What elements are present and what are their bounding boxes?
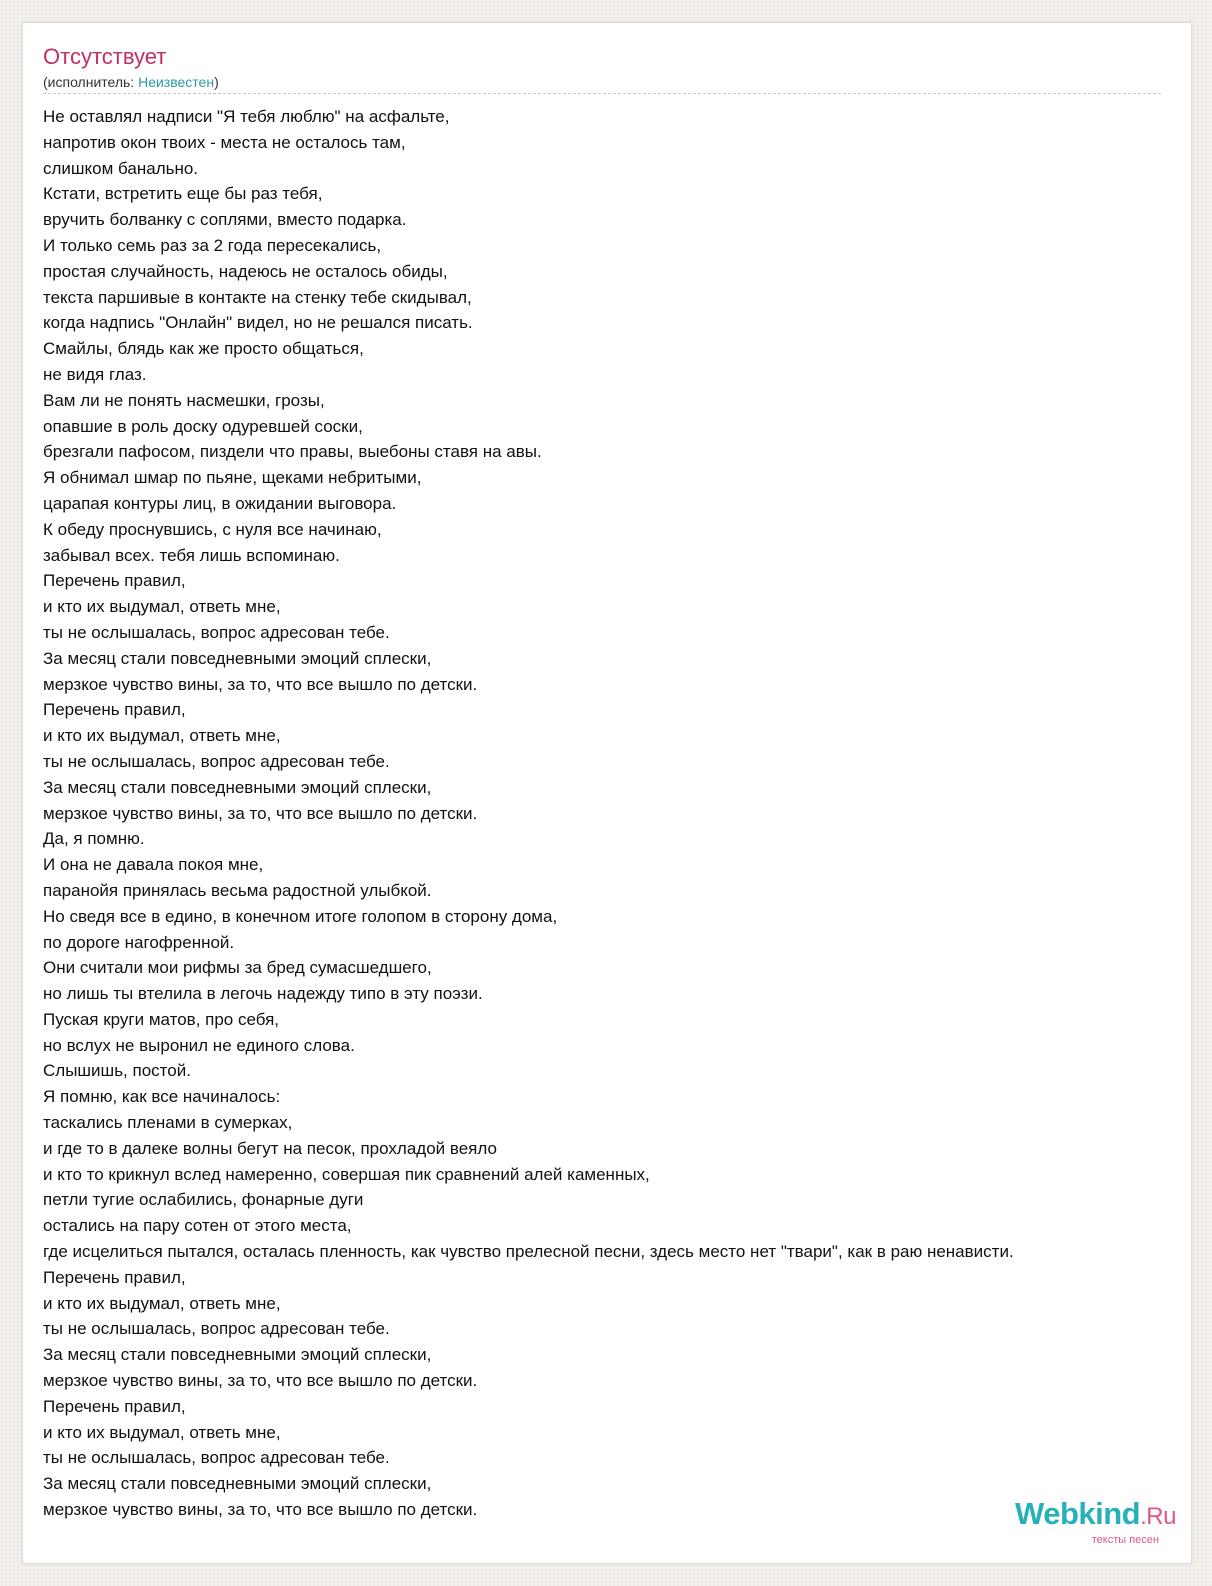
- lyric-line: слишком банально.: [43, 158, 199, 178]
- lyric-line: И только семь раз за 2 года пересекались,: [43, 235, 382, 255]
- lyric-line: петли тугие ослабились, фонарные дуги: [43, 1190, 364, 1210]
- artist-suffix: ): [214, 74, 219, 90]
- lyric-line: Перечень правил,: [43, 1396, 186, 1416]
- lyric-line: Да, я помню.: [43, 829, 145, 849]
- lyric-line: простая случайность, надеюсь не осталось обиды,: [43, 261, 448, 281]
- title-divider: [43, 93, 1161, 94]
- lyric-line: вручить болванку с соплями, вместо подарка.: [43, 210, 407, 230]
- song-title: Отсутствует: [43, 44, 167, 69]
- lyric-line: И она не давала покоя мне,: [43, 855, 264, 875]
- lyric-line: мерзкое чувство вины, за то, что все вышло по детски.: [43, 1371, 478, 1391]
- lyric-line: Слышишь, постой.: [43, 1061, 191, 1081]
- lyric-line: таскались пленами в сумерках,: [43, 1113, 293, 1133]
- lyric-line: Смайлы, блядь как же просто общаться,: [43, 339, 364, 359]
- lyric-line: и кто их выдумал, ответь мне,: [43, 597, 281, 617]
- lyric-line: Пуская круги матов, про себя,: [43, 1009, 280, 1029]
- lyric-line: брезгали пафосом, пиздели что правы, выебоны ставя на авы.: [43, 442, 542, 462]
- logo-tagline: тексты песен: [1091, 1534, 1159, 1546]
- lyric-line: и где то в далеке волны бегут на песок, прохладой веяло: [43, 1138, 497, 1158]
- lyric-line: ты не ослышалась, вопрос адресован тебе.: [43, 1448, 390, 1468]
- lyric-line: ты не ослышалась, вопрос адресован тебе.: [43, 751, 390, 771]
- lyric-line: опавшие в роль доску одуревшей соски,: [43, 416, 363, 436]
- artist-link[interactable]: Неизвестен: [138, 74, 215, 90]
- lyric-line: царапая контуры лиц, в ожидании выговора.: [43, 493, 397, 513]
- lyric-line: За месяц стали повседневными эмоций сплески,: [43, 648, 432, 668]
- lyric-line: К обеду проснувшись, с нуля все начинаю,: [43, 519, 382, 539]
- logo-main-text: Webkind: [1015, 1496, 1141, 1531]
- lyric-line: За месяц стали повседневными эмоций сплески,: [43, 777, 432, 797]
- lyric-line: когда надпись "Онлайн" видел, но не решался писать.: [43, 313, 473, 333]
- lyric-line: ты не ослышалась, вопрос адресован тебе.: [43, 1319, 390, 1339]
- lyric-line: но лишь ты втелила в легочь надежду типо в эту поэзи.: [43, 984, 483, 1004]
- lyric-line: Но сведя все в едино, в конечном итоге голопом в сторону дома,: [43, 906, 558, 926]
- lyric-line: но вслух не выронил не единого слова.: [43, 1035, 355, 1055]
- lyric-line: паранойя принялась весьма радостной улыбкой.: [43, 880, 432, 900]
- lyric-line: ты не ослышалась, вопрос адресован тебе.: [43, 622, 390, 642]
- artist-prefix: (исполнитель:: [43, 74, 139, 90]
- lyric-line: не видя глаз.: [43, 364, 147, 384]
- lyric-line: Не оставлял надписи "Я тебя люблю" на асфальте,: [43, 107, 450, 126]
- lyric-line: забывал всех. тебя лишь вспоминаю.: [43, 545, 340, 565]
- lyric-line: Я обнимал шмар по пьяне, щеками небритыми,: [43, 468, 422, 488]
- lyric-line: напротив окон твоих - места не осталось там,: [43, 132, 406, 152]
- lyric-line: текста паршивые в контакте на стенку тебе скидывал,: [43, 287, 472, 307]
- lyric-line: мерзкое чувство вины, за то, что все вышло по детски.: [43, 1500, 478, 1520]
- lyric-line: Я помню, как все начиналось:: [43, 1087, 281, 1107]
- lyric-line: и кто их выдумал, ответь мне,: [43, 1293, 281, 1313]
- artist-line: [43, 73, 219, 91]
- lyric-line: и кто их выдумал, ответь мне,: [43, 1422, 281, 1442]
- lyric-line: Перечень правил,: [43, 700, 186, 720]
- lyric-line: остались на пару сотен от этого места,: [43, 1216, 352, 1236]
- lyric-line: мерзкое чувство вины, за то, что все вышло по детски.: [43, 674, 478, 694]
- site-logo[interactable]: [1015, 1497, 1175, 1547]
- lyric-line: За месяц стали повседневными эмоций сплески,: [43, 1345, 432, 1365]
- lyric-line: За месяц стали повседневными эмоций сплески,: [43, 1474, 432, 1494]
- lyrics-card: [22, 22, 1192, 1564]
- lyric-line: Вам ли не понять насмешки, грозы,: [43, 390, 325, 410]
- lyric-line: мерзкое чувство вины, за то, что все вышло по детски.: [43, 803, 478, 823]
- lyric-line: и кто то крикнул вслед намеренно, совершая пик сравнений алей каменных,: [43, 1164, 650, 1184]
- lyric-line: где исцелиться пытался, осталась пленность, как чувство прелесной песни, здесь место нет "твари", как в раю ненависти.: [43, 1242, 1014, 1262]
- lyric-line: Кстати, встретить еще бы раз тебя,: [43, 184, 323, 204]
- lyric-line: по дороге нагофренной.: [43, 932, 235, 952]
- logo-wordmark: [1015, 1497, 1175, 1534]
- lyric-line: Перечень правил,: [43, 571, 186, 591]
- lyric-line: и кто их выдумал, ответь мне,: [43, 726, 281, 746]
- logo-suffix: .Ru: [1140, 1503, 1176, 1530]
- lyric-line: Они считали мои рифмы за бред сумасшедшего,: [43, 958, 432, 978]
- lyrics-text: [43, 104, 1193, 1523]
- lyric-line: Перечень правил,: [43, 1267, 186, 1287]
